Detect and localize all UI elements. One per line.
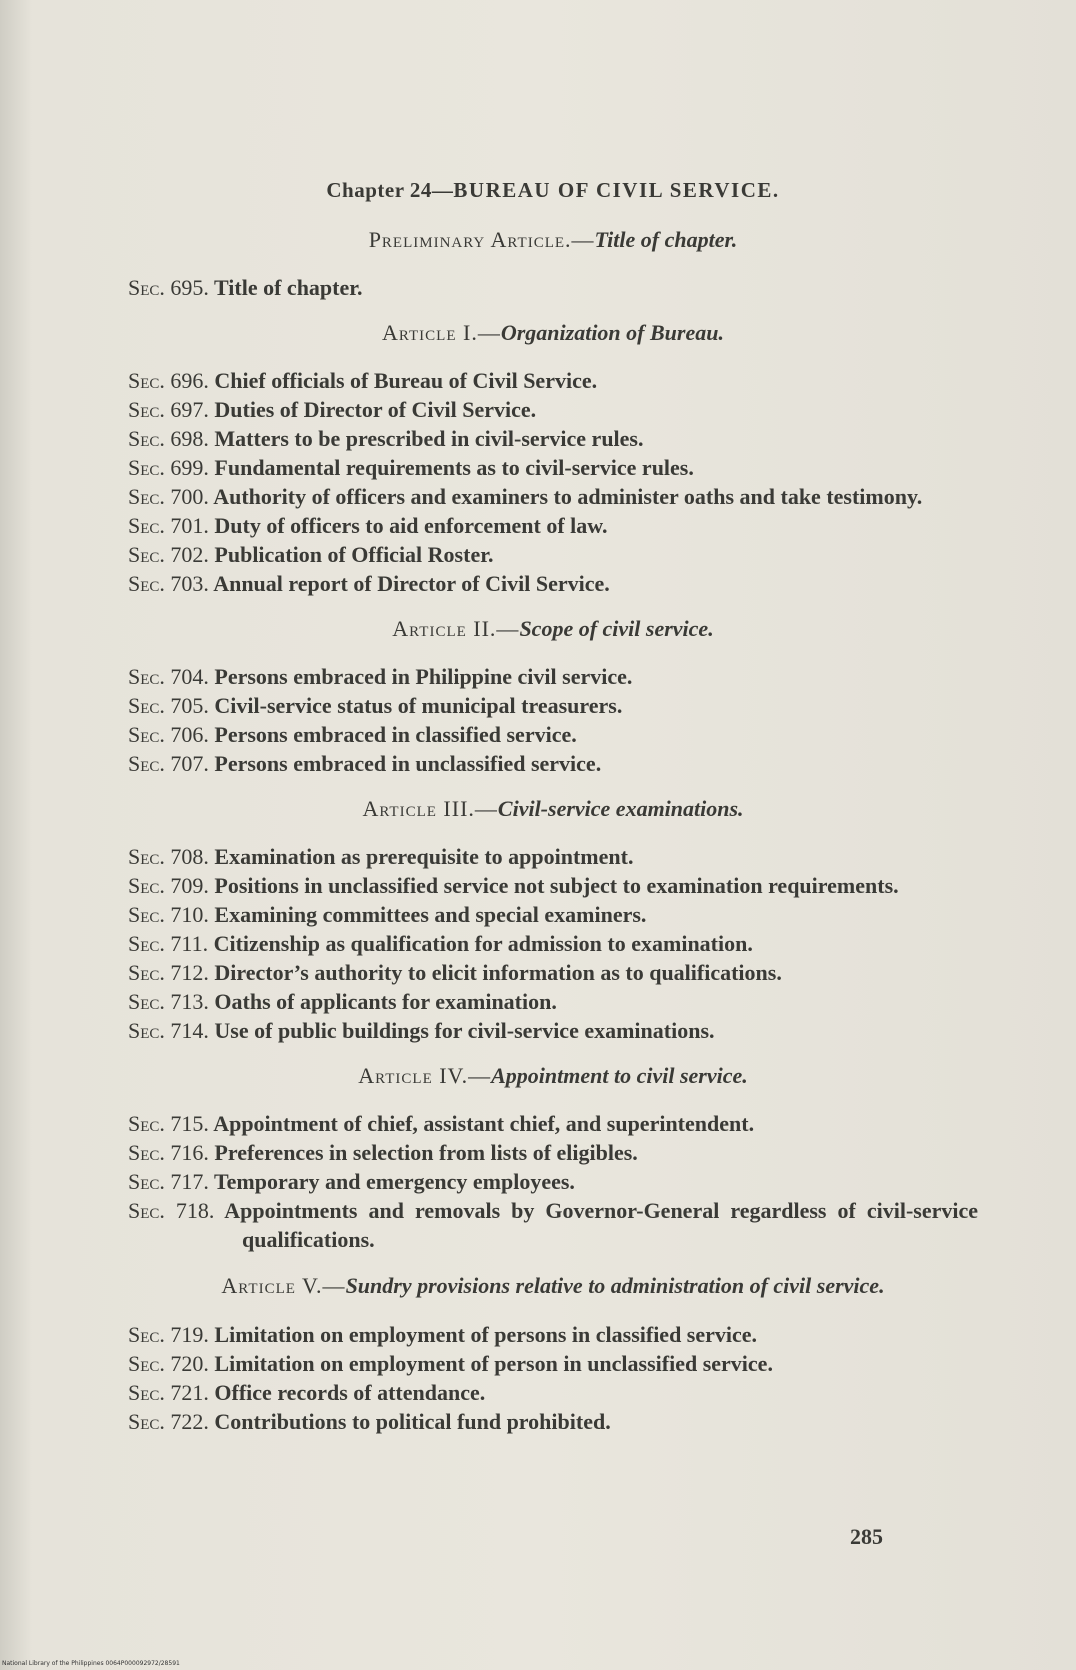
section-entry: Sec. 716. Preferences in selection from lists of eligibles. bbox=[128, 1140, 638, 1165]
article-subject: Organization of Bureau. bbox=[500, 320, 724, 345]
article-subject: Title of chapter. bbox=[594, 227, 738, 252]
article-label: Preliminary Article.— bbox=[368, 227, 595, 252]
section-entry: Sec. 702. Publication of Official Roster. bbox=[128, 542, 494, 567]
section-entry: Sec. 713. Oaths of applicants for examination. bbox=[128, 989, 557, 1014]
section-entry: Sec. 709. Positions in unclassified service not subject to examination requirements. bbox=[128, 873, 899, 898]
article-label: Article III.— bbox=[362, 796, 498, 821]
article-1-heading bbox=[128, 320, 978, 346]
section-entry: Sec. 721. Office records of attendance. bbox=[128, 1380, 486, 1405]
section-entry: Sec. 706. Persons embraced in classified service. bbox=[128, 722, 577, 747]
article-2-heading bbox=[128, 616, 978, 642]
article-label: Article V.— bbox=[221, 1273, 346, 1298]
article-label: Article II.— bbox=[392, 616, 520, 641]
section-entry: Sec. 722. Contributions to political fund prohibited. bbox=[128, 1409, 611, 1434]
article-3-heading bbox=[128, 796, 978, 822]
preliminary-sections bbox=[128, 273, 978, 302]
section-entry: Sec. 700. Authority of officers and examiners to administer oaths and take testimony. bbox=[128, 484, 923, 509]
section-entry: Sec. 699. Fundamental requirements as to civil-service rules. bbox=[128, 455, 694, 480]
table-of-sections bbox=[128, 178, 978, 1436]
article-subject: Scope of civil service. bbox=[519, 616, 714, 641]
article-subject: Appointment to civil service. bbox=[491, 1063, 748, 1088]
section-entry: Sec. 717. Temporary and emergency employees. bbox=[128, 1169, 575, 1194]
article-1-sections bbox=[128, 366, 978, 598]
article-4-heading bbox=[128, 1063, 978, 1089]
section-entry: Sec. 703. Annual report of Director of Civil Service. bbox=[128, 571, 610, 596]
page-number: 285 bbox=[850, 1524, 883, 1549]
section-entry: Sec. 696. Chief officials of Bureau of Civil Service. bbox=[128, 368, 598, 393]
section-entry: Sec. 714. Use of public buildings for civil-service examinations. bbox=[128, 1018, 715, 1043]
section-entry: Sec. 697. Duties of Director of Civil Service. bbox=[128, 397, 537, 422]
section-entry: Sec. 705. Civil-service status of municipal treasurers. bbox=[128, 693, 623, 718]
section-entry: Sec. 698. Matters to be prescribed in civil-service rules. bbox=[128, 426, 644, 451]
article-4-sections bbox=[128, 1109, 978, 1254]
article-3-sections bbox=[128, 842, 978, 1045]
section-entry: Sec. 695. Title of chapter. bbox=[128, 275, 363, 300]
article-label: Article IV.— bbox=[358, 1063, 492, 1088]
article-5-heading bbox=[128, 1272, 978, 1300]
article-label: Article I.— bbox=[382, 320, 501, 345]
section-entry: Sec. 701. Duty of officers to aid enforcement of law. bbox=[128, 513, 608, 538]
preliminary-article-heading bbox=[128, 227, 978, 253]
section-entry: Sec. 707. Persons embraced in unclassified service. bbox=[128, 751, 602, 776]
article-subject: Sundry provisions relative to administration of civil service. bbox=[345, 1273, 885, 1298]
article-subject: Civil-service examinations. bbox=[497, 796, 744, 821]
section-entry: Sec. 708. Examination as prerequisite to appointment. bbox=[128, 844, 634, 869]
chapter-prefix: Chapter 24— bbox=[326, 178, 454, 202]
section-entry: Sec. 704. Persons embraced in Philippine civil service. bbox=[128, 664, 633, 689]
scan-footer: National Library of the Philippines 0064P000092972/28591 bbox=[2, 1660, 180, 1667]
section-entry: Sec. 718. Appointments and removals by Governor-General regardless of civil-service qualifications. bbox=[128, 1198, 979, 1252]
article-5-sections bbox=[128, 1320, 978, 1436]
section-entry: Sec. 710. Examining committees and special examiners. bbox=[128, 902, 647, 927]
chapter-title bbox=[128, 178, 978, 203]
section-entry: Sec. 711. Citizenship as qualification for admission to examination. bbox=[128, 931, 753, 956]
section-entry: Sec. 719. Limitation on employment of persons in classified service. bbox=[128, 1322, 758, 1347]
chapter-name: BUREAU OF CIVIL SERVICE. bbox=[453, 178, 780, 202]
section-entry: Sec. 720. Limitation on employment of person in unclassified service. bbox=[128, 1351, 773, 1376]
section-entry: Sec. 712. Director’s authority to elicit information as to qualifications. bbox=[128, 960, 782, 985]
article-2-sections bbox=[128, 662, 978, 778]
section-entry: Sec. 715. Appointment of chief, assistant chief, and superintendent. bbox=[128, 1111, 755, 1136]
